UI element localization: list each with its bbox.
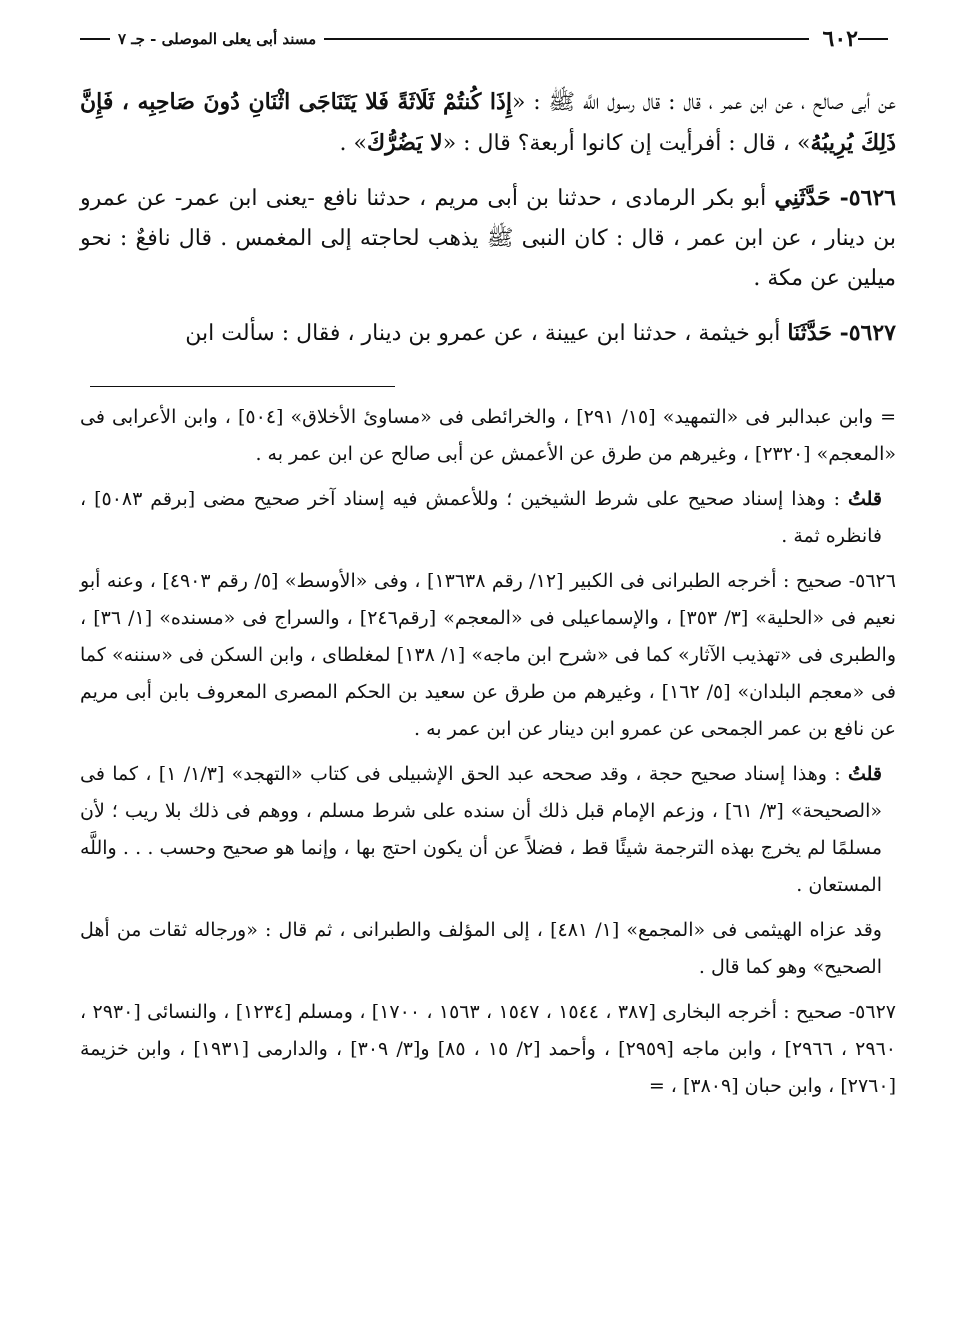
page-header (80, 24, 896, 54)
hadith-quote: لا يَضُرُّكَ (367, 130, 443, 156)
comment-label: قلتُ (847, 488, 882, 510)
running-title: مسند أبى يعلى الموصلى - جـ ٧ (118, 30, 317, 48)
text-span: عن أبى صالح ، عن ابن عمر ، قال : قال رسول اللَّه ﷺ : « (511, 90, 897, 115)
comment-label: قلتُ (847, 763, 882, 785)
text-span: » ، قال : أفرأيت إن كانوا أربعة؟ قال : « (442, 131, 811, 156)
footnote-separator (90, 386, 395, 387)
note-5627: ٥٦٢٧- صحيح : أخرجه البخارى [٣٨٧ ، ١٥٤٤ ، ١٥٤٧ ، ١٥٦٣ ، ١٧٠٠] ، ومسلم [١٢٣٤] ، والنسائى [٢٩٣٠ ، ٢٩٦٠ ، ٢٩٦٦] ، وابن ماجه [٢٩٥٩] ، وأحمد [٢/ ١٥ ، ٨٥] و[٣/ ٣٠٩] ، والدارمى [١٩٣١] ، وابن خزيمة [٢٧٦٠] ، وابن حبان [٣٨٠٩] ، = (80, 1001, 896, 1097)
note-5626-extra: وقد عزاه الهيثمى فى «المجمع» [١/ ٤٨١] ، إلى المؤلف والطبرانى ، ثم قال : «ورجاله ثقات من أهل الصحيح» وهو كما قال . (80, 919, 882, 978)
comment-text: : وهذا إسناد صحيح حجة ، وقد صححه عبد الحق الإشبيلى فى كتاب «التهجد» [١/٣/ ١] ، كما فى «الصحيحة» [٣/ ٦١] ، وزعم الإمام قبل ذلك أن سنده على شرط مسلم ، ووهم فى ذلك بلا ريب ؛ لأن مسلمًا لم يخرج بهذه الترجمة شيئًا قط ، فضلاً عن أن يكون احتج بها ، وإنما هو صحيح وحسب . . . واللَّه المستعان . (80, 763, 882, 896)
hadith-quote: إِذَا كُنتُمْ ثَلَاثَةً فَلا يَتَنَاجَى اثْنَانِ دُونَ صَاحِبِه ، فَإِنَّ ذَلِكَ يُرِيبُهُ (80, 89, 896, 156)
hadith-number: ٥٦٢٦- حَدَّثَنِي (774, 185, 896, 211)
page-number: ٦٠٢ (822, 26, 858, 52)
note-continuation: = وابن عبدالبر فى «التمهيد» [١٥/ ٢٩١] ، والخرائطى فى «مساوئ الأخلاق» [٥٠٤] ، وابن الأعرابى فى «المعجم» [٢٣٢٠] ، وغيرهم من طرق عن الأعمش عن أبى صالح عن ابن عمر به . (80, 406, 897, 465)
hadith-text: أبو خيثمة ، حدثنا ابن عيينة ، عن عمرو بن دينار ، فقال : سألت ابن (185, 321, 788, 346)
footnotes (80, 399, 896, 1105)
main-text (80, 82, 896, 354)
paragraph-continuation (80, 82, 896, 164)
header-dash-end (80, 38, 110, 40)
hadith-text: أبو بكر الرمادى ، حدثنا بن أبى مريم ، حدثنا نافع -يعنى ابن عمر- عن عمرو بن دينار ، عن ابن عمر ، قال : كان النبى ﷺ يذهب لحاجته إلى المغمس . قال نافعٌ : نحو ميلين عن مكة . (80, 186, 896, 291)
document-page (80, 24, 896, 1314)
header-rule (324, 38, 808, 40)
hadith-5627 (80, 313, 896, 354)
note-comment (80, 481, 896, 555)
comment-text: : وهذا إسناد صحيح على شرط الشيخين ؛ وللأعمش فيه إسناد آخر صحيح مضى [برقم ٥٠٨٣] ، فانظره ثمة . (80, 488, 882, 547)
note-comment (80, 756, 896, 904)
header-dash (858, 38, 888, 40)
note-5626: ٥٦٢٦- صحيح : أخرجه الطبرانى فى الكبير [١٢/ رقم ١٣٦٣٨] ، وفى «الأوسط» [٥/ رقم ٤٩٠٣] ، وعنه أبو نعيم فى «الحلية» [٣/ ٣٥٣] ، والإسماعيلى فى «المعجم» [رقم٢٤٦] ، والسراج فى «مسنده» [١/ ٣٦] ، والطبرى فى «تهذيب الآثار» كما فى «شرح ابن ماجه» [١/ ١٣٨] لمغلطاى ، وابن السكن فى «سننه» كما فى «معجم البلدان» [٥/ ١٦٢] ، وغيرهم من طرق عن سعيد بن الحكم المصرى المعروف بابن أبى مريم عن نافع بن عمر الجمحى عن عمرو ابن دينار عن ابن عمر به . (80, 570, 897, 740)
text-span: » . (339, 131, 367, 156)
hadith-5626 (80, 178, 896, 299)
hadith-number: ٥٦٢٧- حَدَّثَنَا (787, 320, 896, 346)
